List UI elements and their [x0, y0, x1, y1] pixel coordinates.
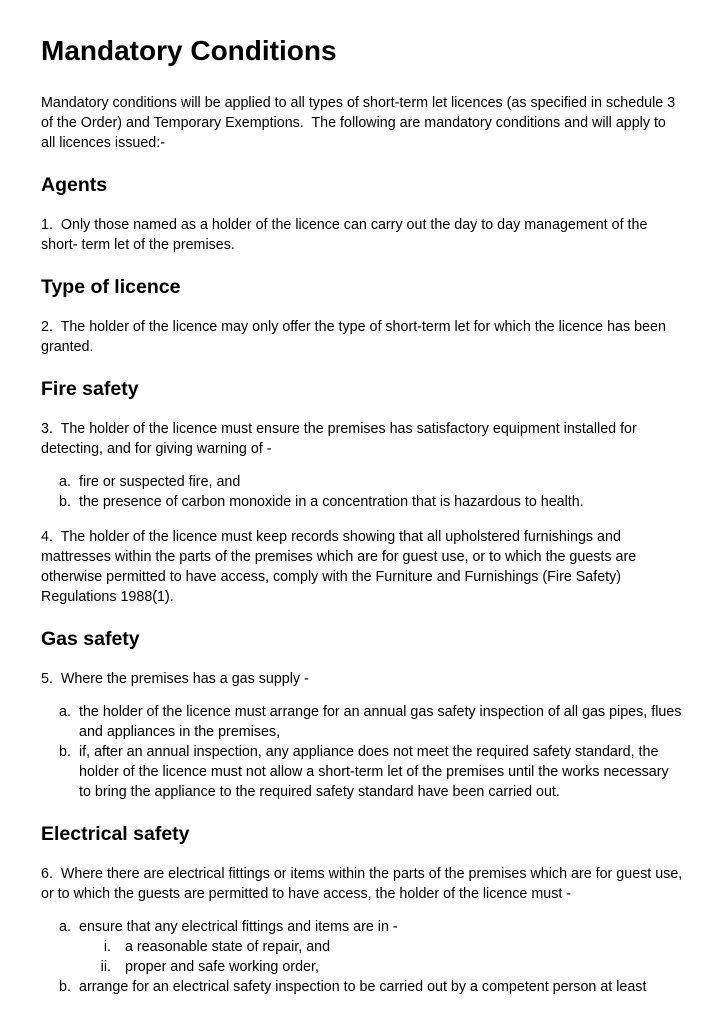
list-item-marker: a.: [59, 919, 71, 935]
paragraph-condition-2: 2. The holder of the licence may only offer the type of short-term let for which the licence has been granted.: [41, 319, 670, 355]
list-item: [59, 702, 683, 742]
section-heading-agents: Agents: [41, 174, 108, 196]
section-type-of-licence: [41, 275, 683, 357]
paragraph-condition-1: 1. Only those named as a holder of the licence can carry out the day to day management of the short- term let of the premises.: [41, 217, 652, 253]
list-item-text: the presence of carbon monoxide in a concentration that is hazardous to health.: [79, 494, 584, 510]
paragraph-condition-3: 3. The holder of the licence must ensure the premises has satisfactory equipment installed for detecting, and for giving warning of -: [41, 421, 641, 457]
lettered-list-gas-safety: [41, 702, 683, 802]
list-item-text: if, after an annual inspection, any appliance does not meet the required safety standard, the holder of the licence must not allow a short-term let of the premises until the works necessary to bring the appliance to the required safety standard have been carried out.: [79, 744, 669, 800]
list-item: [59, 742, 683, 802]
sublist-item-text: proper and safe working order,: [125, 959, 319, 975]
list-item-marker: b.: [59, 744, 71, 760]
list-item: [59, 472, 683, 492]
list-item-text: arrange for an electrical safety inspection to be carried out by a competent person at least: [79, 979, 647, 995]
paragraph-condition-6: 6. Where there are electrical fittings or items within the parts of the premises which are for guest use, or to which the guests are permitted to have access, the holder of the licence must -: [41, 866, 687, 902]
section-fire-safety: [41, 377, 683, 607]
list-item: [59, 977, 683, 997]
list-item: [59, 917, 683, 977]
list-item: [59, 492, 683, 512]
sublist-item: [97, 957, 683, 977]
list-item-marker: a.: [59, 704, 71, 720]
list-item-marker: b.: [59, 494, 71, 510]
section-gas-safety: [41, 627, 683, 802]
intro-paragraph: Mandatory conditions will be applied to all types of short-term let licences (as specified in schedule 3 of the Order) and Temporary Exemptions. The following are mandatory conditions and will apply to all licences issued:-: [41, 95, 680, 151]
list-item-text: the holder of the licence must arrange for an annual gas safety inspection of all gas pipes, flues and appliances in the premises,: [79, 704, 682, 740]
section-heading-fire-safety: Fire safety: [41, 378, 139, 400]
roman-sublist: [79, 937, 683, 977]
section-heading-electrical-safety: Electrical safety: [41, 823, 190, 845]
list-item-text: fire or suspected fire, and: [79, 474, 241, 490]
sublist-item-marker: i.: [103, 939, 111, 955]
page-title: Mandatory Conditions: [41, 35, 337, 66]
lettered-list-fire-safety: [41, 472, 683, 512]
list-item-marker: a.: [59, 474, 71, 490]
section-heading-type-of-licence: Type of licence: [41, 276, 181, 298]
section-heading-gas-safety: Gas safety: [41, 628, 140, 650]
paragraph-condition-4: 4. The holder of the licence must keep records showing that all upholstered furnishings and mattresses within the parts of the premises which are for guest use, or to which the guests are otherwise permitted to have access, comply with the Furniture and Furnishings (Fire Safety) Regulations 1988(1).: [41, 529, 641, 605]
lettered-list-electrical-safety: [41, 917, 683, 997]
sublist-item: [97, 937, 683, 957]
list-item-text: ensure that any electrical fittings and items are in -: [79, 919, 398, 935]
section-agents: [41, 173, 683, 255]
sublist-item-marker: ii.: [100, 959, 111, 975]
section-electrical-safety: [41, 822, 687, 997]
list-item-marker: b.: [59, 979, 71, 995]
paragraph-condition-5: 5. Where the premises has a gas supply -: [41, 671, 309, 687]
sublist-item-text: a reasonable state of repair, and: [125, 939, 331, 955]
